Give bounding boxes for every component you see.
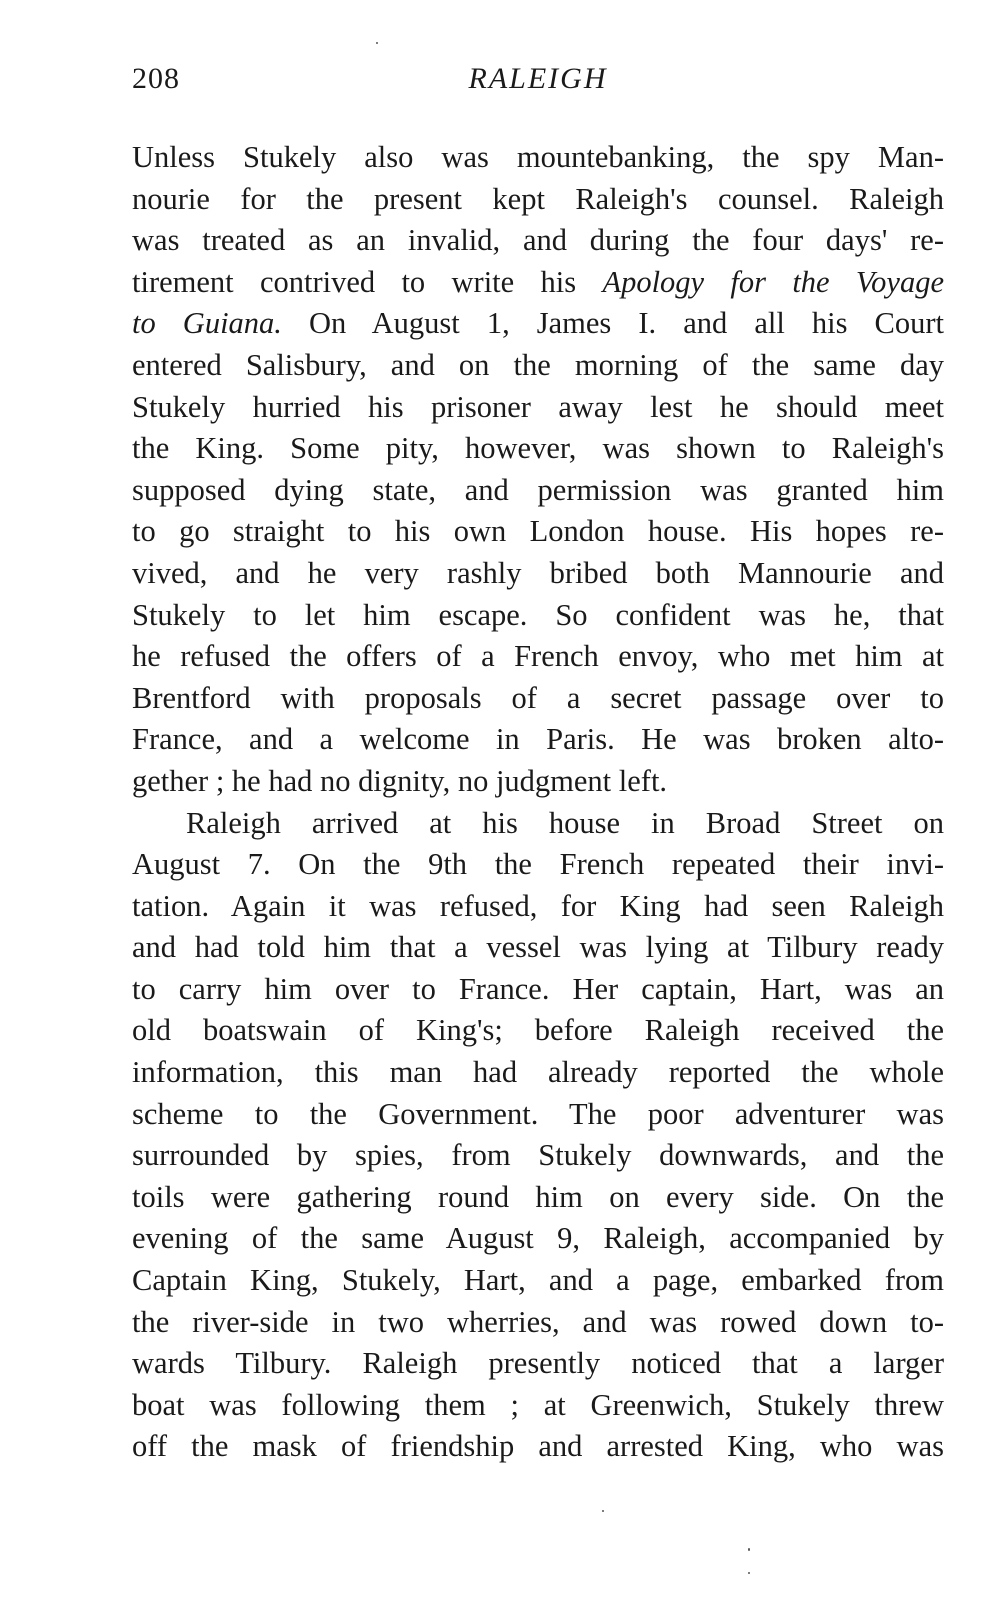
text-line: the river-side in two wherries, and was rowed down to- [132,1304,944,1339]
text-line: August 7. On the 9th the French repeated their invi- [132,847,944,882]
text-line: scheme to the Government. The poor adventurer was [132,1096,944,1131]
page-number: 208 [132,62,180,95]
text-line: nourie for the present kept Raleigh's counsel. Raleigh [132,181,944,216]
text-line: he refused the offers of a French envoy, who met him at [132,639,944,674]
text-line: was treated as an invalid, and during the four days' re- [132,223,944,258]
italic-title: Apology for the Voyage [602,264,944,299]
text-line-segment: On August 1, James I. and all his Court [281,306,944,341]
text-line: Unless Stukely also was mountebanking, the spy Man- [132,140,944,174]
text-line: the King. Some pity, however, was shown to Raleigh's [132,431,944,466]
text-line: tation. Again it was refused, for King had seen Raleigh [132,888,944,923]
running-title: RALEIGH [468,62,608,95]
text-line: to go straight to his own London house. His hopes re- [132,514,944,549]
text-line: information, this man had already reported the whole [132,1055,944,1090]
text-line: off the mask of friendship and arrested King, who was [132,1429,944,1464]
text-line: toils were gathering round him on every side. On the [132,1179,944,1214]
text-line: evening of the same August 9, Raleigh, accompanied by [132,1221,944,1256]
italic-title: to Guiana. [132,306,282,341]
text-line: old boatswain of King's; before Raleigh received the [132,1013,944,1048]
print-speck [602,1510,604,1512]
text-line: and had told him that a vessel was lying at Tilbury ready [132,930,944,965]
text-line: France, and a welcome in Paris. He was broken alto- [132,722,944,757]
text-line: surrounded by spies, from Stukely downwards, and the [132,1138,944,1173]
text-line: to carry him over to France. Her captain, Hart, was an [132,971,944,1006]
text-line: entered Salisbury, and on the morning of the same day [132,347,944,382]
running-header [132,62,944,102]
text-line-segment: tirement contrived to write his [132,264,603,299]
text-line: Raleigh arrived at his house in Broad Street on [186,805,944,840]
body-text [132,137,944,1468]
text-line: wards Tilbury. Raleigh presently noticed that a larger [132,1346,944,1381]
text-line: boat was following them ; at Greenwich, Stukely threw [132,1387,944,1422]
text-line: Brentford with proposals of a secret passage over to [132,680,944,715]
text-line: Stukely hurried his prisoner away lest he should meet [132,389,944,424]
text-line: gether ; he had no dignity, no judgment left. [132,763,668,798]
text-line: vived, and he very rashly bribed both Mannourie and [132,555,944,590]
print-speck [748,1572,750,1574]
print-speck [376,42,378,44]
print-speck [748,1548,750,1551]
text-line: Stukely to let him escape. So confident was he, that [132,597,944,632]
text-line [132,262,944,304]
text-line [132,303,944,345]
text-line: Captain King, Stukely, Hart, and a page, embarked from [132,1263,944,1298]
text-line: supposed dying state, and permission was granted him [132,472,944,507]
